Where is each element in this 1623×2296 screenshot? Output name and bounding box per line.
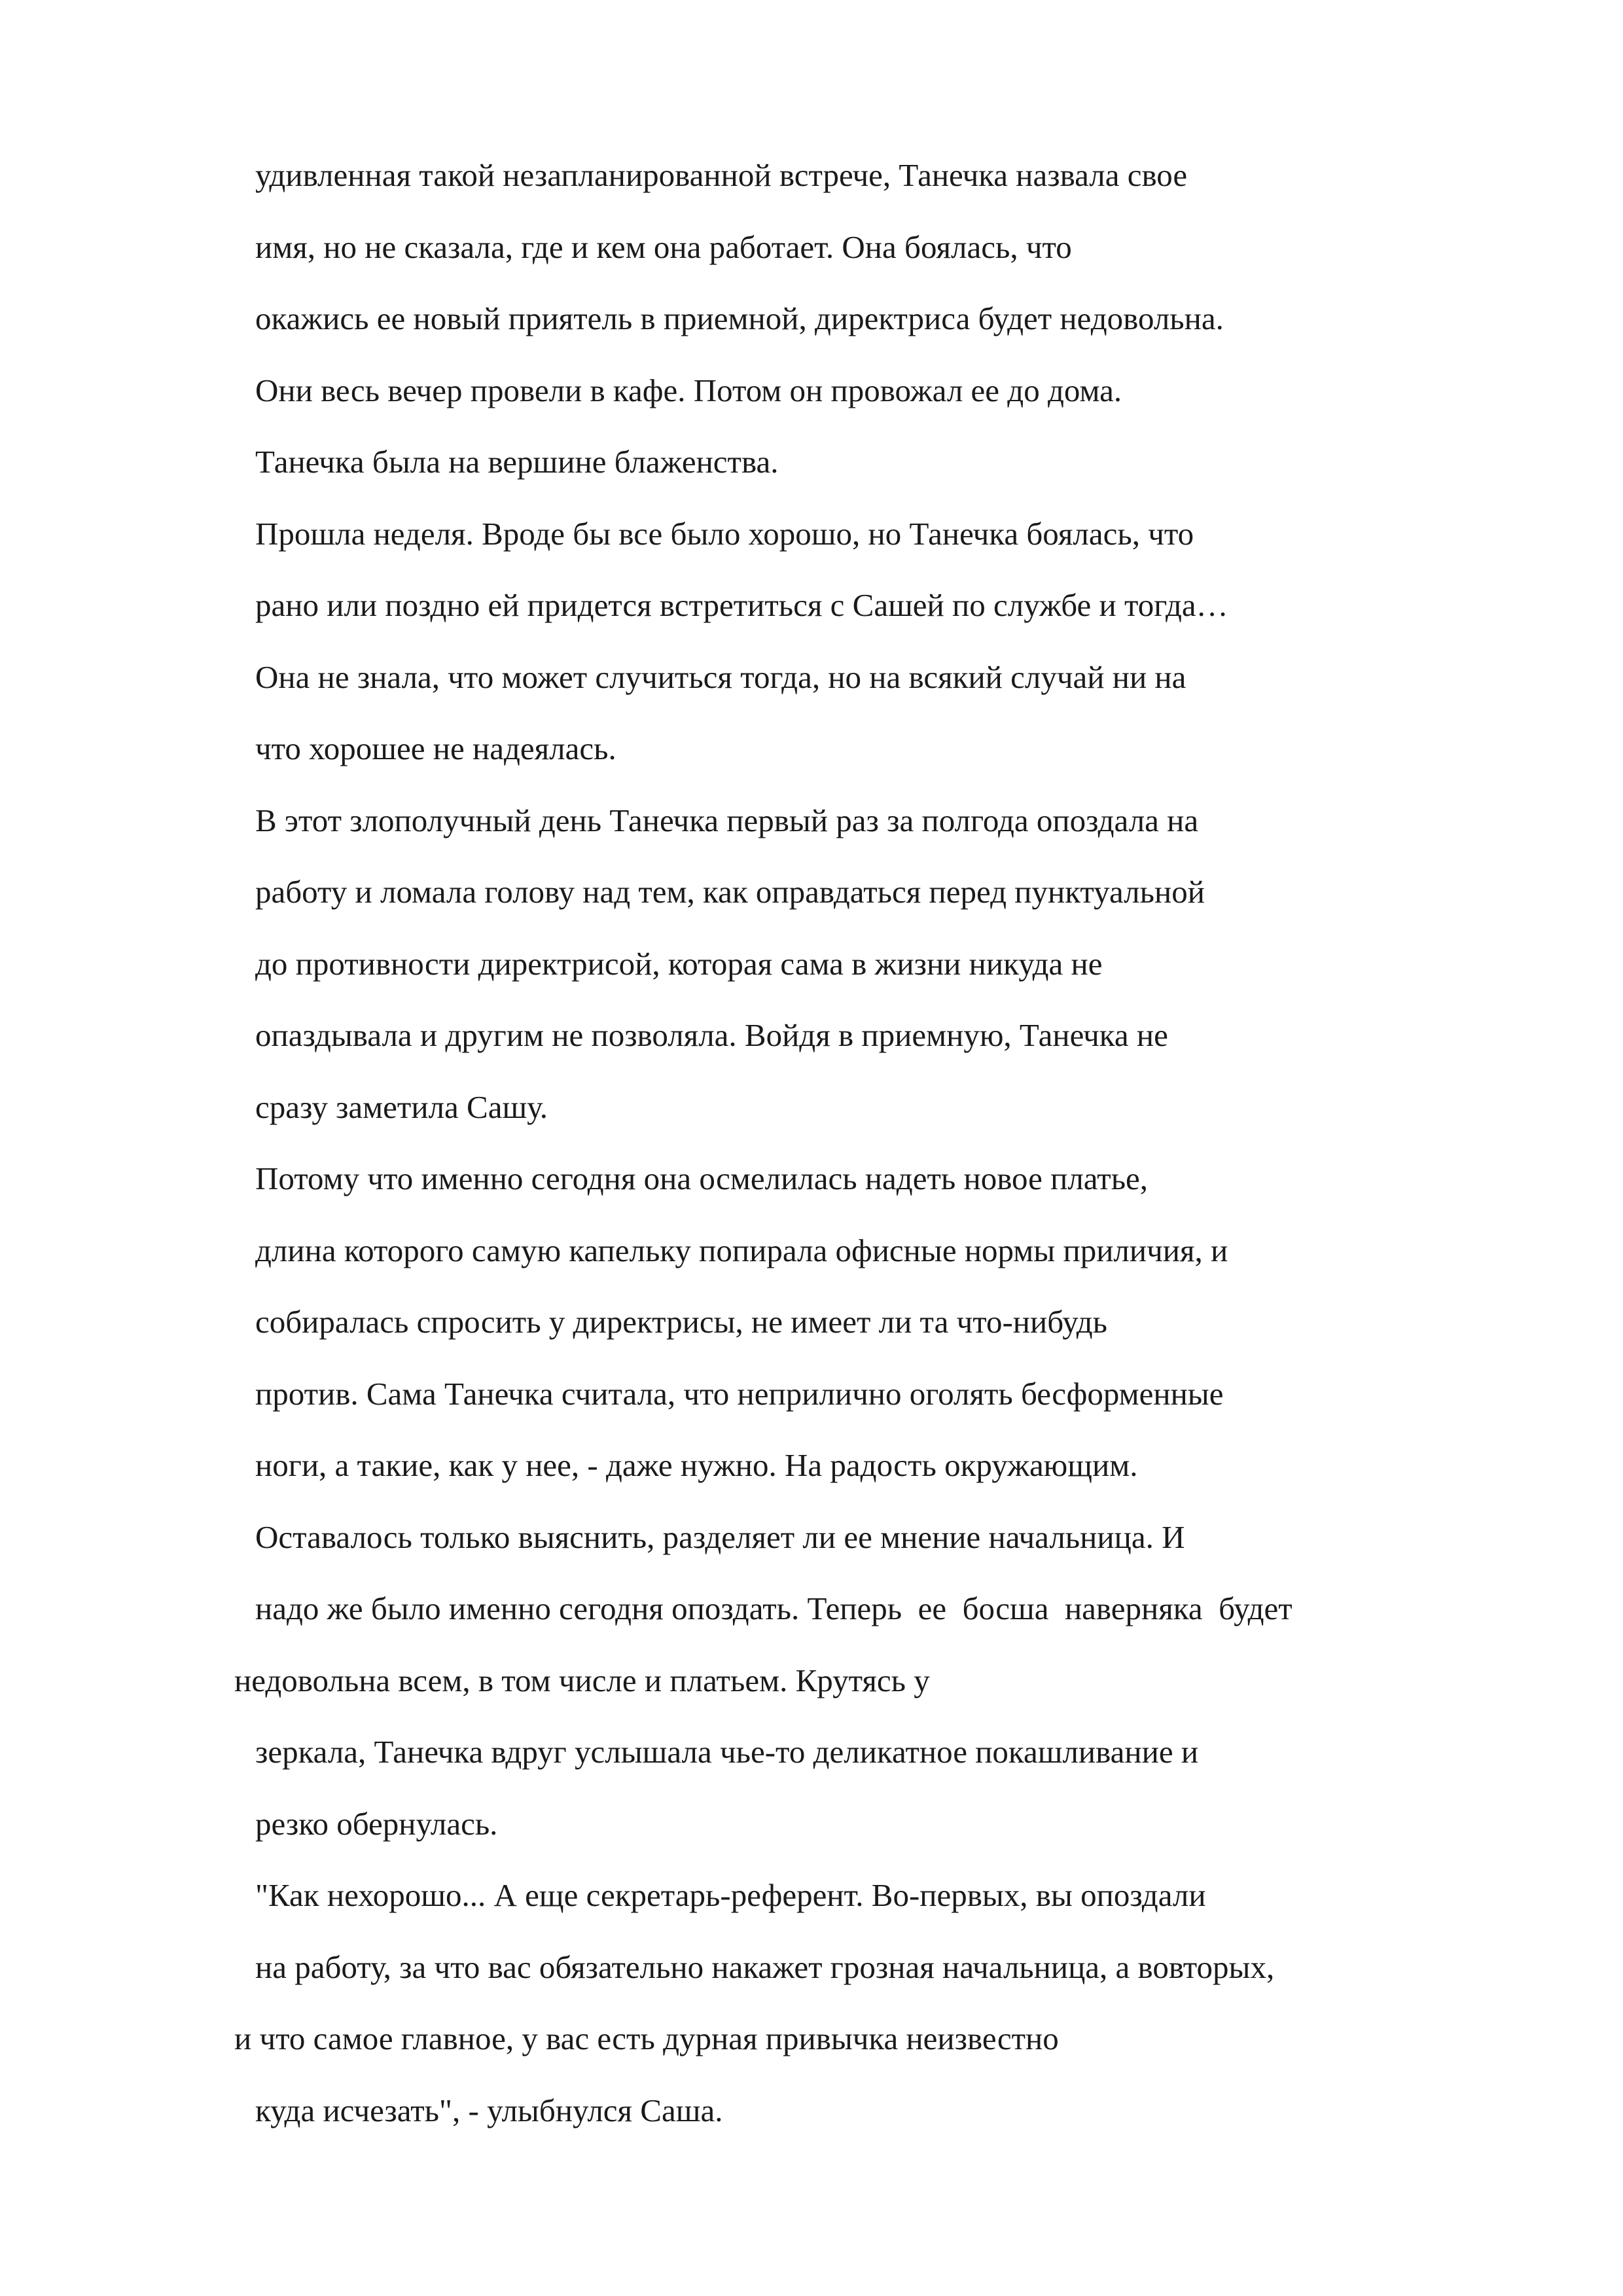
line-text: до противности директрисой, которая сама в жизни никуда не: [255, 945, 1103, 982]
line-text: Она не знала, что может случиться тогда, но на всякий случай ни на: [255, 658, 1186, 695]
line-text: Танечка была на вершине блаженства.: [255, 444, 779, 480]
line-text: Они весь вечер провели в кафе. Потом он провожал ее до дома.: [255, 372, 1122, 408]
text-line: [0, 654, 1623, 726]
line-text: окажись ее новый приятель в приемной, директриса будет недовольна.: [255, 300, 1224, 336]
text-line: [0, 1657, 1623, 1729]
line-text: против. Сама Танечка считала, что неприлично оголять бесформенные: [255, 1375, 1224, 1412]
line-text: опаздывала и другим не позволяла. Войдя в приемную, Танечка не: [255, 1017, 1168, 1053]
text-line: [0, 1442, 1623, 1514]
text-line: [0, 2087, 1623, 2159]
text-line: [0, 1227, 1623, 1299]
text-line: [0, 1084, 1623, 1156]
text-line: [0, 1872, 1623, 1944]
line-text: ноги, а такие, как у нее, - даже нужно. На радость окружающим.: [255, 1447, 1138, 1483]
line-text: имя, но не сказала, где и кем она работает. Она боялась, что: [255, 228, 1072, 265]
line-text: резко обернулась.: [255, 1805, 498, 1842]
line-text: рано или поздно ей придется встретиться с Сашей по службе и тогда…: [255, 587, 1228, 623]
text-line: [0, 2015, 1623, 2087]
document-body: [0, 152, 1623, 2159]
line-text: Прошла неделя. Вроде бы все было хорошо, но Танечка боялась, что: [255, 515, 1194, 552]
line-text: длина которого самую капельку попирала офисные нормы приличия, и: [255, 1232, 1228, 1268]
text-line: [0, 152, 1623, 224]
text-line: [0, 725, 1623, 797]
text-line: [0, 367, 1623, 439]
text-line: [0, 1944, 1623, 2016]
text-line: [0, 582, 1623, 654]
line-text: на работу, за что вас обязательно накажет грозная начальница, а вовторых,: [255, 1948, 1275, 1985]
text-line: [0, 1012, 1623, 1084]
line-text: собиралась спросить у директрисы, не имеет ли та что-нибудь: [255, 1304, 1107, 1340]
line-text: что хорошее не надеялась.: [255, 730, 616, 766]
line-text: работу и ломала голову над тем, как оправдаться перед пунктуальной: [255, 874, 1205, 910]
line-text: надо же было именно сегодня опоздать. Теперь ее босша наверняка будет: [255, 1590, 1293, 1626]
text-line: [0, 1155, 1623, 1227]
text-line: [0, 941, 1623, 1013]
line-text: сразу заметила Сашу.: [255, 1088, 548, 1125]
text-line: [0, 797, 1623, 869]
text-line: [0, 1585, 1623, 1657]
line-text: Оставалось только выяснить, разделяет ли ее мнение начальница. И: [255, 1518, 1185, 1555]
text-line: [0, 869, 1623, 941]
line-text: недовольна всем, в том числе и платьем. Крутясь у: [234, 1662, 930, 1698]
line-text: и что самое главное, у вас есть дурная привычка неизвестно: [234, 2020, 1059, 2056]
line-text: В этот злополучный день Танечка первый раз за полгода опоздала на: [255, 802, 1199, 838]
line-text: куда исчезать", - улыбнулся Саша.: [255, 2092, 723, 2128]
text-line: [0, 224, 1623, 296]
line-text: зеркала, Танечка вдруг услышала чье-то деликатное покашливание и: [255, 1734, 1199, 1770]
text-line: [0, 295, 1623, 367]
text-line: [0, 1514, 1623, 1586]
line-text: удивленная такой незапланированной встрече, Танечка назвала свое: [255, 157, 1188, 193]
text-line: [0, 439, 1623, 511]
text-line: [0, 511, 1623, 583]
line-text: "Как нехорошо... А еще секретарь-референт. Во-первых, вы опоздали: [255, 1877, 1206, 1913]
text-line: [0, 1371, 1623, 1443]
text-line: [0, 1801, 1623, 1873]
text-line: [0, 1299, 1623, 1371]
line-text: Потому что именно сегодня она осмелилась надеть новое платье,: [255, 1160, 1149, 1196]
text-line: [0, 1729, 1623, 1801]
